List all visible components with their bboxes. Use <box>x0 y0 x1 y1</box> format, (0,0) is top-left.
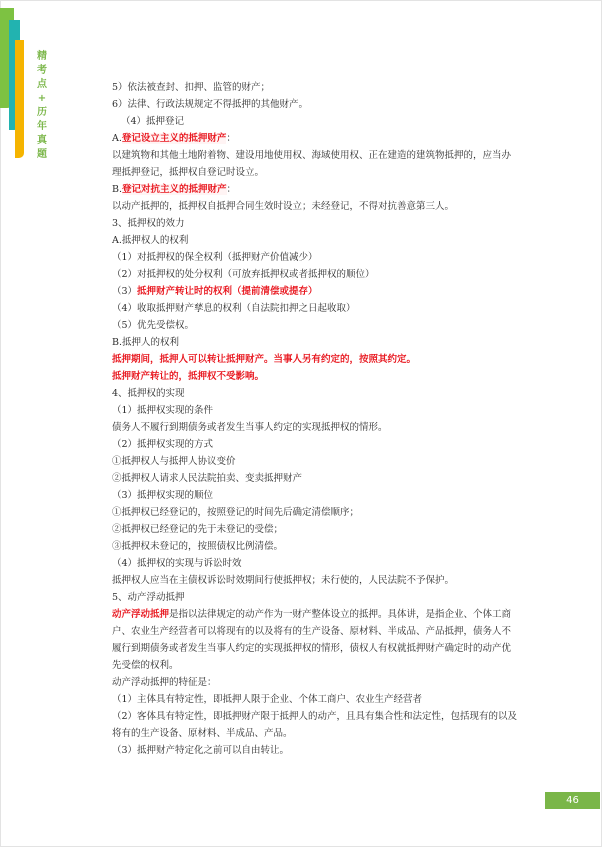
side-title-char: 真 <box>37 135 47 146</box>
text-line: ②抵押权人请求人民法院拍卖、变卖抵押财产 <box>112 473 303 484</box>
highlight-term: 登记设立主义的抵押财产 <box>121 133 227 144</box>
highlight-term: 登记对抗主义的抵押财产 <box>122 184 227 195</box>
section-heading: 3、抵押权的效力 <box>112 218 185 229</box>
paragraph-body: 是指以法律规定的动产作为一财产整体设立的抵押。具体讲，是指企业、个体工商户、农业生产经营者可以将现有的以及将有的生产设备、原材料、半成品、产品抵押，债务人不履行到期债务或者发生当事人约定的实现抵押权的情形，债权人有权就抵押财产确定时的动产优先受偿的权利。 <box>112 609 512 671</box>
text-paragraph: （2）客体具有特定性，即抵押财产限于抵押人的动产，且具有集合性和法定性，包括现有的以及将有的生产设备、原材料、半成品、产品。 <box>112 711 518 739</box>
punctuation: ： <box>226 133 236 144</box>
text-line: 5）依法被查封、扣押、监管的财产； <box>112 82 271 93</box>
side-title-char: 题 <box>37 149 47 160</box>
text-line: ③抵押权未登记的，按照债权比例清偿。 <box>112 541 284 552</box>
text-line: （3）抵押权实现的顺位 <box>112 490 214 501</box>
text-paragraph <box>112 606 520 674</box>
punctuation: ： <box>226 184 237 195</box>
highlight-term: 动产浮动抵押 <box>112 609 170 620</box>
text-line: （2）抵押权实现的方式 <box>112 439 214 450</box>
text-line: 动产浮动抵押的特征是： <box>112 677 217 688</box>
heading-registration-establishment <box>112 130 520 147</box>
item-label: A. <box>112 133 122 144</box>
text-line: 债务人不履行到期债务或者发生当事人约定的实现抵押权的情形。 <box>112 422 388 433</box>
side-title-char: 点 <box>37 79 47 90</box>
text-line: （3）抵押财产特定化之前可以自由转让。 <box>112 745 290 756</box>
text-line: （1）抵押权实现的条件 <box>112 405 214 416</box>
item-label: （3） <box>112 286 138 297</box>
side-title-char: 考 <box>37 65 47 76</box>
section-heading: 5、动产浮动抵押 <box>112 592 185 603</box>
text-line: （2）对抵押权的处分权利（可放弃抵押权或者抵押权的顺位） <box>112 269 375 280</box>
text-line: ①抵押权已经登记的，按照登记的时间先后确定清偿顺序； <box>112 507 360 518</box>
decorative-bar-yellow <box>15 40 24 158</box>
text-line: （4）抵押登记 <box>121 116 185 127</box>
text-line: 抵押权人应当在主债权诉讼时效期间行使抵押权；未行使的，人民法院不予保护。 <box>112 575 455 586</box>
text-line: （4）抵押权的实现与诉讼时效 <box>112 558 242 569</box>
subsection-heading: B.抵押人的权利 <box>112 337 180 348</box>
highlight-line: 抵押期间，抵押人可以转让抵押财产。当事人另有约定的，按照其约定。 <box>112 354 417 365</box>
side-title-char: 历 <box>37 107 47 118</box>
text-line: 6）法律、行政法规规定不得抵押的其他财产。 <box>112 99 309 110</box>
side-title-char: + <box>37 93 47 104</box>
text-line: ①抵押权人与抵押人协议变价 <box>112 456 236 467</box>
text-paragraph: 以建筑物和其他土地附着物、建设用地使用权、海域使用权、正在建造的建筑物抵押的，应当办理抵押登记，抵押权自登记时设立。 <box>112 150 512 178</box>
document-body <box>112 79 520 759</box>
subsection-heading: A.抵押权人的权利 <box>112 235 189 246</box>
side-title-char: 精 <box>37 51 47 62</box>
text-line: （5）优先受偿权。 <box>112 320 195 331</box>
page-number: 46 <box>545 792 600 809</box>
text-line: （1）对抵押权的保全权利（抵押财产价值减少） <box>112 252 318 263</box>
section-heading: 4、抵押权的实现 <box>112 388 185 399</box>
text-line: 以动产抵押的，抵押权自抵押合同生效时设立；未经登记，不得对抗善意第三人。 <box>112 201 455 212</box>
highlight-line <box>112 283 520 300</box>
text-line: ②抵押权已经登记的先于未登记的受偿； <box>112 524 284 535</box>
heading-registration-opposition <box>112 181 520 198</box>
item-label: B. <box>112 184 123 195</box>
highlight-line: 抵押财产转让的，抵押权不受影响。 <box>112 371 265 382</box>
side-title <box>34 50 50 162</box>
side-title-char: 年 <box>37 121 47 132</box>
text-line: （4）收取抵押财产孳息的权利（自法院扣押之日起收取） <box>112 303 356 314</box>
text-line: （1）主体具有特定性，即抵押人限于企业、个体工商户、农业生产经营者 <box>112 694 423 705</box>
highlight-term: 抵押财产转让时的权利（提前清偿或提存） <box>137 286 318 297</box>
